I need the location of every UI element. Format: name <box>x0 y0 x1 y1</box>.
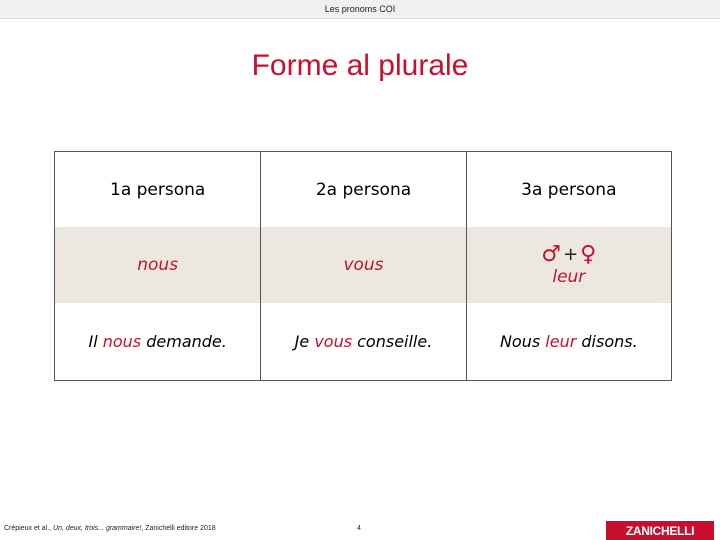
header-cell-third-person: 3a persona <box>466 152 671 227</box>
male-symbol-icon: ♂ <box>541 241 562 267</box>
female-symbol-icon: ♀ <box>580 241 597 267</box>
top-header-bar <box>0 0 720 19</box>
example-pronoun: nous <box>102 332 142 351</box>
example-text: Nous <box>499 332 546 351</box>
table-pronoun-row <box>55 227 671 303</box>
example-pronoun: leur <box>545 332 577 351</box>
table-example-row <box>55 303 671 380</box>
footer-credit <box>4 525 216 532</box>
example-pronoun: vous <box>314 332 353 351</box>
credit-publisher: , Zanichelli editore 2018 <box>141 525 216 532</box>
example-text: demande. <box>141 332 227 351</box>
pronoun-cell-second-person: vous <box>260 227 465 303</box>
table-header-row <box>55 152 671 227</box>
pronoun-cell-third-person <box>466 227 671 303</box>
example-text: conseille. <box>352 332 433 351</box>
header-cell-second-person: 2a persona <box>260 152 465 227</box>
header-cell-first-person: 1a persona <box>110 179 206 200</box>
example-text: Il <box>88 332 103 351</box>
example-sentence <box>295 332 433 351</box>
example-cell-first-person <box>55 303 260 380</box>
page-number: 4 <box>357 525 361 532</box>
pronoun-cell-first-person: nous <box>137 255 179 275</box>
publisher-logo: ZANICHELLI <box>606 521 714 540</box>
example-text: Je <box>294 332 315 351</box>
plus-icon: + <box>563 243 579 265</box>
gender-icons <box>541 241 597 267</box>
example-sentence <box>500 332 638 351</box>
slide-title: Forme al plurale <box>251 49 469 82</box>
pronoun-text-third-person: leur <box>552 266 586 287</box>
pronoun-table <box>54 151 672 381</box>
example-sentence <box>88 332 226 351</box>
credit-authors: Crépieux et al., <box>4 525 54 532</box>
header-title: Les pronoms COI <box>324 4 396 14</box>
example-text: disons. <box>576 332 638 351</box>
example-cell-second-person <box>260 303 465 380</box>
credit-book-title: Un, deux, trois... grammaire! <box>53 525 142 532</box>
example-cell-third-person <box>466 303 671 380</box>
